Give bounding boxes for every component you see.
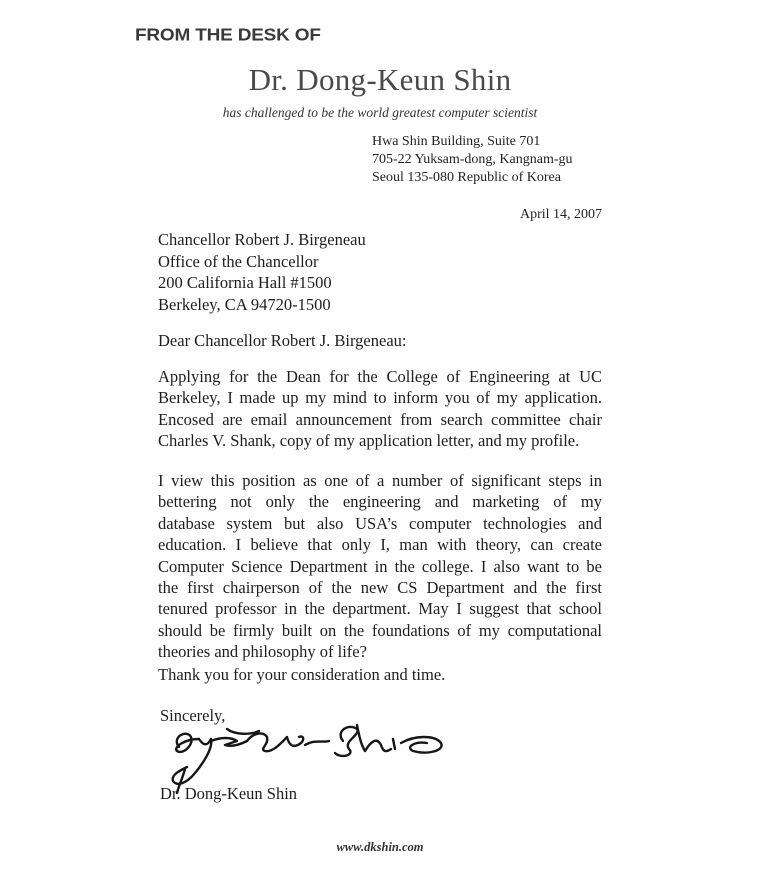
paragraph-line: I view this position as one of a number of significant steps in [158,471,602,490]
paragraph-line: tenured professor in the department. May I suggest that school [158,599,602,619]
address-line: Seoul 135-080 Republic of Korea [372,170,561,185]
body-paragraph [158,366,602,452]
paragraph-line: Encosed are email announcement from search committee chair [158,409,602,429]
closing: Sincerely, [160,706,226,725]
paragraph-line: Charles V. Shank, copy of my application letter, and my profile. [158,431,580,451]
handwritten-signature [165,715,450,795]
salutation: Dear Chancellor Robert J. Birgeneau: [158,331,407,350]
paragraph-line: bettering not only the engineering and marketing of my [158,492,602,512]
paragraph-line: Berkeley, I made up my mind to inform you of my application. [158,388,602,408]
letter-date: April 14, 2007 [520,207,603,222]
recipient-line: Berkeley, CA 94720-1500 [158,294,331,314]
paragraph-line: database system but also USA’s computer technologies and [158,513,602,533]
body-paragraph [158,470,602,663]
paragraph-line: theories and philosophy of life? [158,642,367,662]
paragraph-line: should be firmly built on the foundations of my computational [158,620,602,640]
recipient-line: Chancellor Robert J. Birgeneau [158,230,366,249]
paragraph-line: education. I believe that only I, man with theory, can create [158,535,602,555]
letterhead-name: Dr. Dong-Keun Shin [248,62,512,97]
address-line: 705-22 Yuksam-dong, Kangnam-gu [372,152,573,167]
paragraph-line: Computer Science Department in the college. I also want to be [158,556,602,576]
address-line: Hwa Shin Building, Suite 701 [372,134,541,149]
recipient-address [158,229,366,315]
website-footer: www.dkshin.com [336,840,424,854]
recipient-line: 200 California Hall #1500 [158,273,332,292]
paragraph-line: the first chairperson of the new CS Department and the first [158,578,602,598]
sender-address [372,133,573,187]
letterhead-desk-label: FROM THE DESK OF [135,26,321,46]
recipient-line: Office of the Chancellor [158,251,319,271]
letterhead-tagline: has challenged to be the world greatest computer scientist [222,105,538,120]
thanks-line: Thank you for your consideration and time. [158,665,446,684]
paragraph-line: Applying for the Dean for the College of Engineering at UC [158,367,602,386]
signer-name: Dr. Dong-Keun Shin [160,784,298,803]
